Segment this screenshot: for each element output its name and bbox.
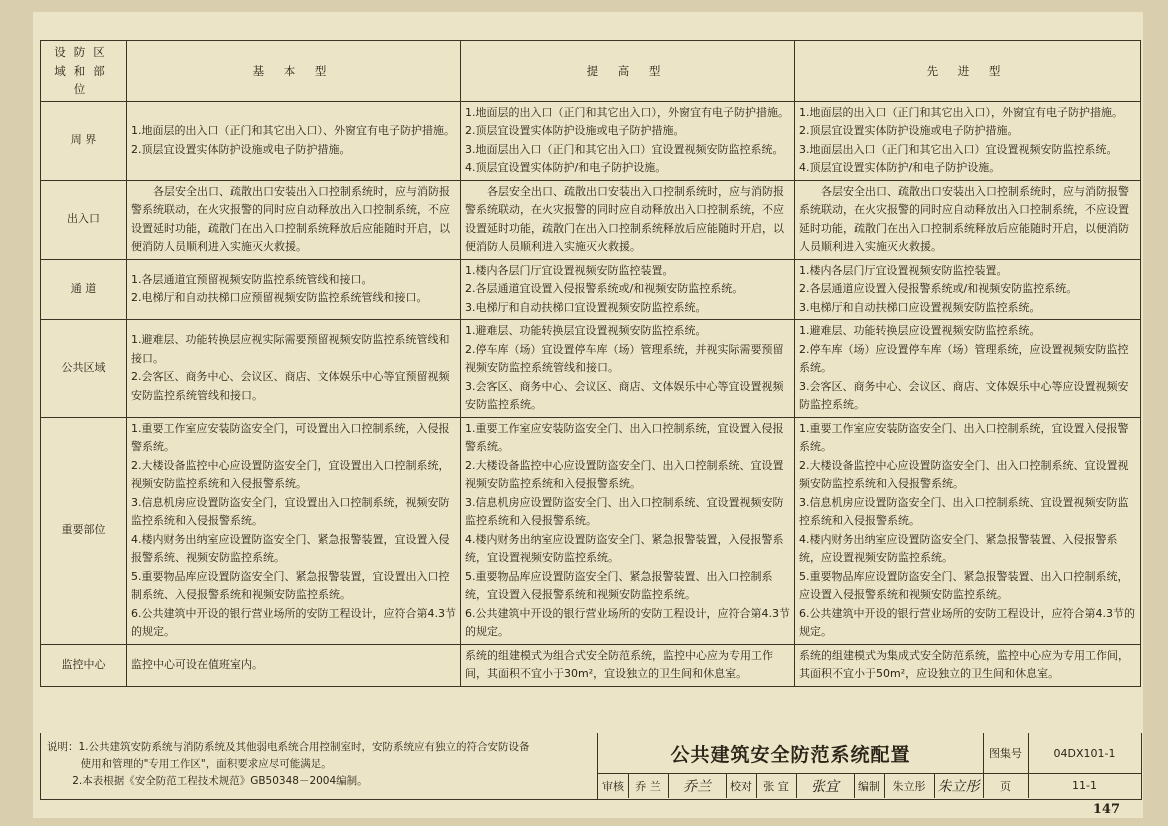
cell-line: 6.公共建筑中开设的银行营业场所的安防工程设计，应符合第4.3节的规定。 bbox=[465, 606, 790, 638]
cell-line: 3.地面层出入口（正门和其它出入口）宜设置视频安防监控系统。 bbox=[465, 142, 784, 156]
designer-name: 朱立彤 bbox=[884, 773, 935, 798]
title-block bbox=[597, 733, 1142, 799]
cell-line: 4.顶层宜设置实体防护/和电子防护设施。 bbox=[799, 161, 1001, 174]
reviewer-signature: 乔兰 bbox=[668, 773, 727, 798]
header-advanced: 先 进 型 bbox=[795, 41, 1141, 102]
cell-line: 3.会客区、商务中心、会议区、商店、文体娱乐中心等宜设置视频安防监控系统。 bbox=[465, 379, 784, 411]
cell-line: 2.停车库（场）应设置停车库（场）管理系统，应设置视频安防监控系统。 bbox=[799, 342, 1129, 374]
cell-line: 6.公共建筑中开设的银行营业场所的安防工程设计，应符合第4.3节的规定。 bbox=[131, 606, 456, 638]
cell-line: 4.楼内财务出纳室应设置防盗安全门、紧急报警装置，宜设置入侵报警系统、视频安防监控系统。 bbox=[131, 532, 450, 564]
basic-cell bbox=[127, 320, 461, 418]
area-cell: 周 界 bbox=[41, 101, 127, 180]
cell-line: 1.避难层、功能转换层宜设置视频安防监控系统。 bbox=[465, 324, 707, 337]
cell-line: 2.大楼设备监控中心应设置防盗安全门、出入口控制系统、宜设置视频安防监控系统和入侵报警系统。 bbox=[799, 458, 1129, 490]
header-improved: 提 高 型 bbox=[461, 41, 795, 102]
notes bbox=[47, 739, 587, 790]
cell-line: 1.重要工作室应安装防盗安全门、出入口控制系统，宜设置入侵报警系统。 bbox=[799, 421, 1129, 453]
review-label: 审核 bbox=[598, 773, 629, 798]
check-label: 校对 bbox=[726, 773, 757, 798]
cell-line: 4.楼内财务出纳室应设置防盗安全门、紧急报警装置、入侵报警系统，应设置视频安防监控系统。 bbox=[799, 532, 1118, 564]
area-cell: 公共区域 bbox=[41, 320, 127, 418]
area-cell: 重要部位 bbox=[41, 417, 127, 644]
cell-line: 2.大楼设备监控中心应设置防盗安全门、出入口控制系统、宜设置视频安防监控系统和入侵报警系统。 bbox=[465, 458, 784, 490]
table-row bbox=[41, 320, 1141, 418]
area-cell: 通 道 bbox=[41, 259, 127, 320]
cell-line: 1.重要工作室应安装防盗安全门、出入口控制系统，宜设置入侵报警系统。 bbox=[465, 421, 784, 453]
sheet-page-number: 11-1 bbox=[1072, 779, 1097, 792]
improved-cell bbox=[461, 644, 795, 686]
design-label: 编制 bbox=[854, 773, 885, 798]
drawing-title: 公共建筑安全防范系统配置 bbox=[598, 733, 984, 774]
page-label: 页 bbox=[983, 773, 1029, 798]
cell-line: 5.重要物品库应设置防盗安全门、紧急报警装置、出入口控制系统，应设置入侵报警系统和视频安防监控系统。 bbox=[799, 569, 1129, 601]
cell-line: 3.电梯厅和自动扶梯口宜设置视频安防监控系统。 bbox=[465, 300, 707, 314]
improved-cell bbox=[461, 259, 795, 320]
cell-line: 1.地面层的出入口（正门和其它出入口），外窗宜有电子防护措施。 bbox=[465, 105, 789, 119]
cell-line: 1.地面层的出入口（正门和其它出入口），外窗宜有电子防护措施。 bbox=[799, 105, 1123, 119]
cell-line: 2.顶层宜设置实体防护设施或电子防护措施。 bbox=[465, 124, 685, 137]
cell-line: 1.楼内各层门厅宜设置视频安防监控装置。 bbox=[799, 263, 1008, 277]
cell-line: 监控中心可设在值班室内。 bbox=[131, 657, 263, 671]
cell-line: 2.顶层宜设置实体防护设施或电子防护措施。 bbox=[131, 142, 351, 156]
page-number: 147 bbox=[1092, 802, 1120, 817]
area-cell: 监控中心 bbox=[41, 644, 127, 686]
advanced-cell bbox=[795, 180, 1141, 259]
cell-line: 2.电梯厅和自动扶梯口应预留视频安防监控系统管线和接口。 bbox=[131, 291, 428, 305]
cell-line: 系统的组建模式为集成式安全防范系统，监控中心应为专用工作间，其面积不宜小于50m²，应设独立的卫生间和休息室。 bbox=[799, 648, 1129, 680]
cell-line: 1.各层通道宜预留视频安防监控系统管线和接口。 bbox=[131, 272, 373, 286]
cell-line: 各层安全出口、疏散出口安装出入口控制系统时，应与消防报警系统联动，在火灾报警的同时应自动释放出入口控制系统，不应设置延时功能，疏散门在出入口控制系统释放后应能随时开启，以便消防人员顺利进入实施灭火救援。 bbox=[465, 184, 784, 253]
cell-line: 2.各层通道宜设置入侵报警系统或/和视频安防监控系统。 bbox=[465, 282, 744, 295]
cell-line: 1.重要工作室应安装防盗安全门，可设置出入口控制系统，入侵报警系统。 bbox=[131, 421, 450, 453]
advanced-cell bbox=[795, 101, 1141, 180]
cell-line: 4.楼内财务出纳室应设置防盗安全门、紧急报警装置，入侵报警系统，宜设置视频安防监控系统。 bbox=[465, 532, 784, 564]
basic-cell bbox=[127, 101, 461, 180]
table-header-row bbox=[41, 41, 1141, 102]
cell-line: 1.地面层的出入口（正门和其它出入口）、外窗宜有电子防护措施。 bbox=[131, 124, 455, 137]
cell-line: 1.楼内各层门厅宜设置视频安防监控装置。 bbox=[465, 263, 674, 277]
header-basic: 基 本 型 bbox=[127, 41, 461, 102]
cell-line: 3.信息机房应设置防盗安全门、出入口控制系统、宜设置视频安防监控系统和入侵报警系统。 bbox=[465, 495, 784, 527]
advanced-cell bbox=[795, 320, 1141, 418]
cell-line: 系统的组建模式为组合式安全防范系统，监控中心应为专用工作间，其面积不宜小于30m²，宜设独立的卫生间和休息室。 bbox=[465, 648, 773, 680]
note-line: 使用和管理的"专用工作区"，面积要求应尽可能满足。 bbox=[80, 758, 332, 770]
cell-line: 6.公共建筑中开设的银行营业场所的安防工程设计，应符合第4.3节的规定。 bbox=[799, 606, 1135, 638]
designer-signature: 朱立彤 bbox=[934, 773, 984, 798]
note-line: 说明：1.公共建筑安防系统与消防系统及其他弱电系统合用控制室时，安防系统应有独立的符合安防设备 bbox=[47, 741, 530, 753]
checker-name: 张 宜 bbox=[756, 773, 797, 798]
area-cell: 出入口 bbox=[41, 180, 127, 259]
basic-cell bbox=[127, 417, 461, 644]
cell-line: 2.顶层宜设置实体防护设施或电子防护措施。 bbox=[799, 124, 1019, 137]
note-line: 2.本表根据《安全防范工程技术规范》GB50348－2004编制。 bbox=[72, 775, 368, 787]
cell-line: 1.避难层、功能转换层应设置视频安防监控系统。 bbox=[799, 324, 1041, 337]
table-row bbox=[41, 101, 1141, 180]
security-config-table bbox=[40, 40, 1141, 687]
cell-line: 2.会客区、商务中心、会议区、商店、文体娱乐中心等宜预留视频安防监控系统管线和接口。 bbox=[131, 370, 450, 402]
checker-signature: 张宜 bbox=[796, 773, 855, 798]
table-row bbox=[41, 644, 1141, 686]
cell-line: 3.信息机房应设置防盗安全门、出入口控制系统、宜设置视频安防监控系统和入侵报警系统。 bbox=[799, 495, 1129, 527]
cell-line: 2.大楼设备监控中心应设置防盗安全门，宜设置出入口控制系统，视频安防监控系统和入侵报警系统。 bbox=[131, 458, 450, 490]
cell-line: 4.顶层宜设置实体防护/和电子防护设施。 bbox=[465, 161, 667, 174]
advanced-cell bbox=[795, 259, 1141, 320]
advanced-cell bbox=[795, 417, 1141, 644]
cell-line: 5.重要物品库应设置防盗安全门、紧急报警装置、出入口控制系统，宜设置入侵报警系统和视频安防监控系统。 bbox=[465, 569, 773, 601]
cell-line: 2.停车库（场）宜设置停车库（场）管理系统，并视实际需要预留视频安防监控系统管线和接口。 bbox=[465, 342, 784, 374]
reviewer-name: 乔 兰 bbox=[628, 773, 669, 798]
basic-cell bbox=[127, 644, 461, 686]
improved-cell bbox=[461, 320, 795, 418]
cell-line: 3.信息机房应设置防盗安全门，宜设置出入口控制系统，视频安防监控系统和入侵报警系统。 bbox=[131, 495, 450, 527]
table-row bbox=[41, 417, 1141, 644]
table-row bbox=[41, 259, 1141, 320]
improved-cell bbox=[461, 417, 795, 644]
improved-cell bbox=[461, 101, 795, 180]
table-row bbox=[41, 180, 1141, 259]
basic-cell bbox=[127, 180, 461, 259]
cell-line: 3.电梯厅和自动扶梯口应设置视频安防监控系统。 bbox=[799, 300, 1041, 314]
cell-line: 5.重要物品库应设置防盗安全门、紧急报警装置，宜设置出入口控制系统、入侵报警系统和视频安防监控系统。 bbox=[131, 569, 450, 601]
advanced-cell bbox=[795, 644, 1141, 686]
cell-line: 各层安全出口、疏散出口安装出入口控制系统时，应与消防报警系统联动，在火灾报警的同时应自动释放出入口控制系统，不应设置延时功能，疏散门在出入口控制系统释放后应能随时开启，以便消防人员顺利进入实施灭火救援。 bbox=[131, 184, 450, 253]
improved-cell bbox=[461, 180, 795, 259]
cell-line: 各层安全出口、疏散出口安装出入口控制系统时，应与消防报警系统联动，在火灾报警的同时应自动释放出入口控制系统，不应设置延时功能，疏散门在出入口控制系统释放后应能随时开启，以便消防人员顺利进入实施灭火救援。 bbox=[799, 184, 1129, 253]
header-area: 设防区域和部位 bbox=[41, 41, 127, 102]
cell-line: 1.避难层、功能转换层应视实际需要预留视频安防监控系统管线和接口。 bbox=[131, 333, 450, 365]
atlas-number: 04DX101-1 bbox=[1028, 733, 1141, 774]
atlas-label: 图集号 bbox=[983, 733, 1029, 774]
cell-line: 3.地面层出入口（正门和其它出入口）宜设置视频安防监控系统。 bbox=[799, 142, 1118, 156]
cell-line: 2.各层通道应设置入侵报警系统或/和视频安防监控系统。 bbox=[799, 282, 1078, 295]
footer-block bbox=[40, 733, 1142, 800]
basic-cell bbox=[127, 259, 461, 320]
cell-line: 3.会客区、商务中心、会议区、商店、文体娱乐中心等应设置视频安防监控系统。 bbox=[799, 379, 1129, 411]
